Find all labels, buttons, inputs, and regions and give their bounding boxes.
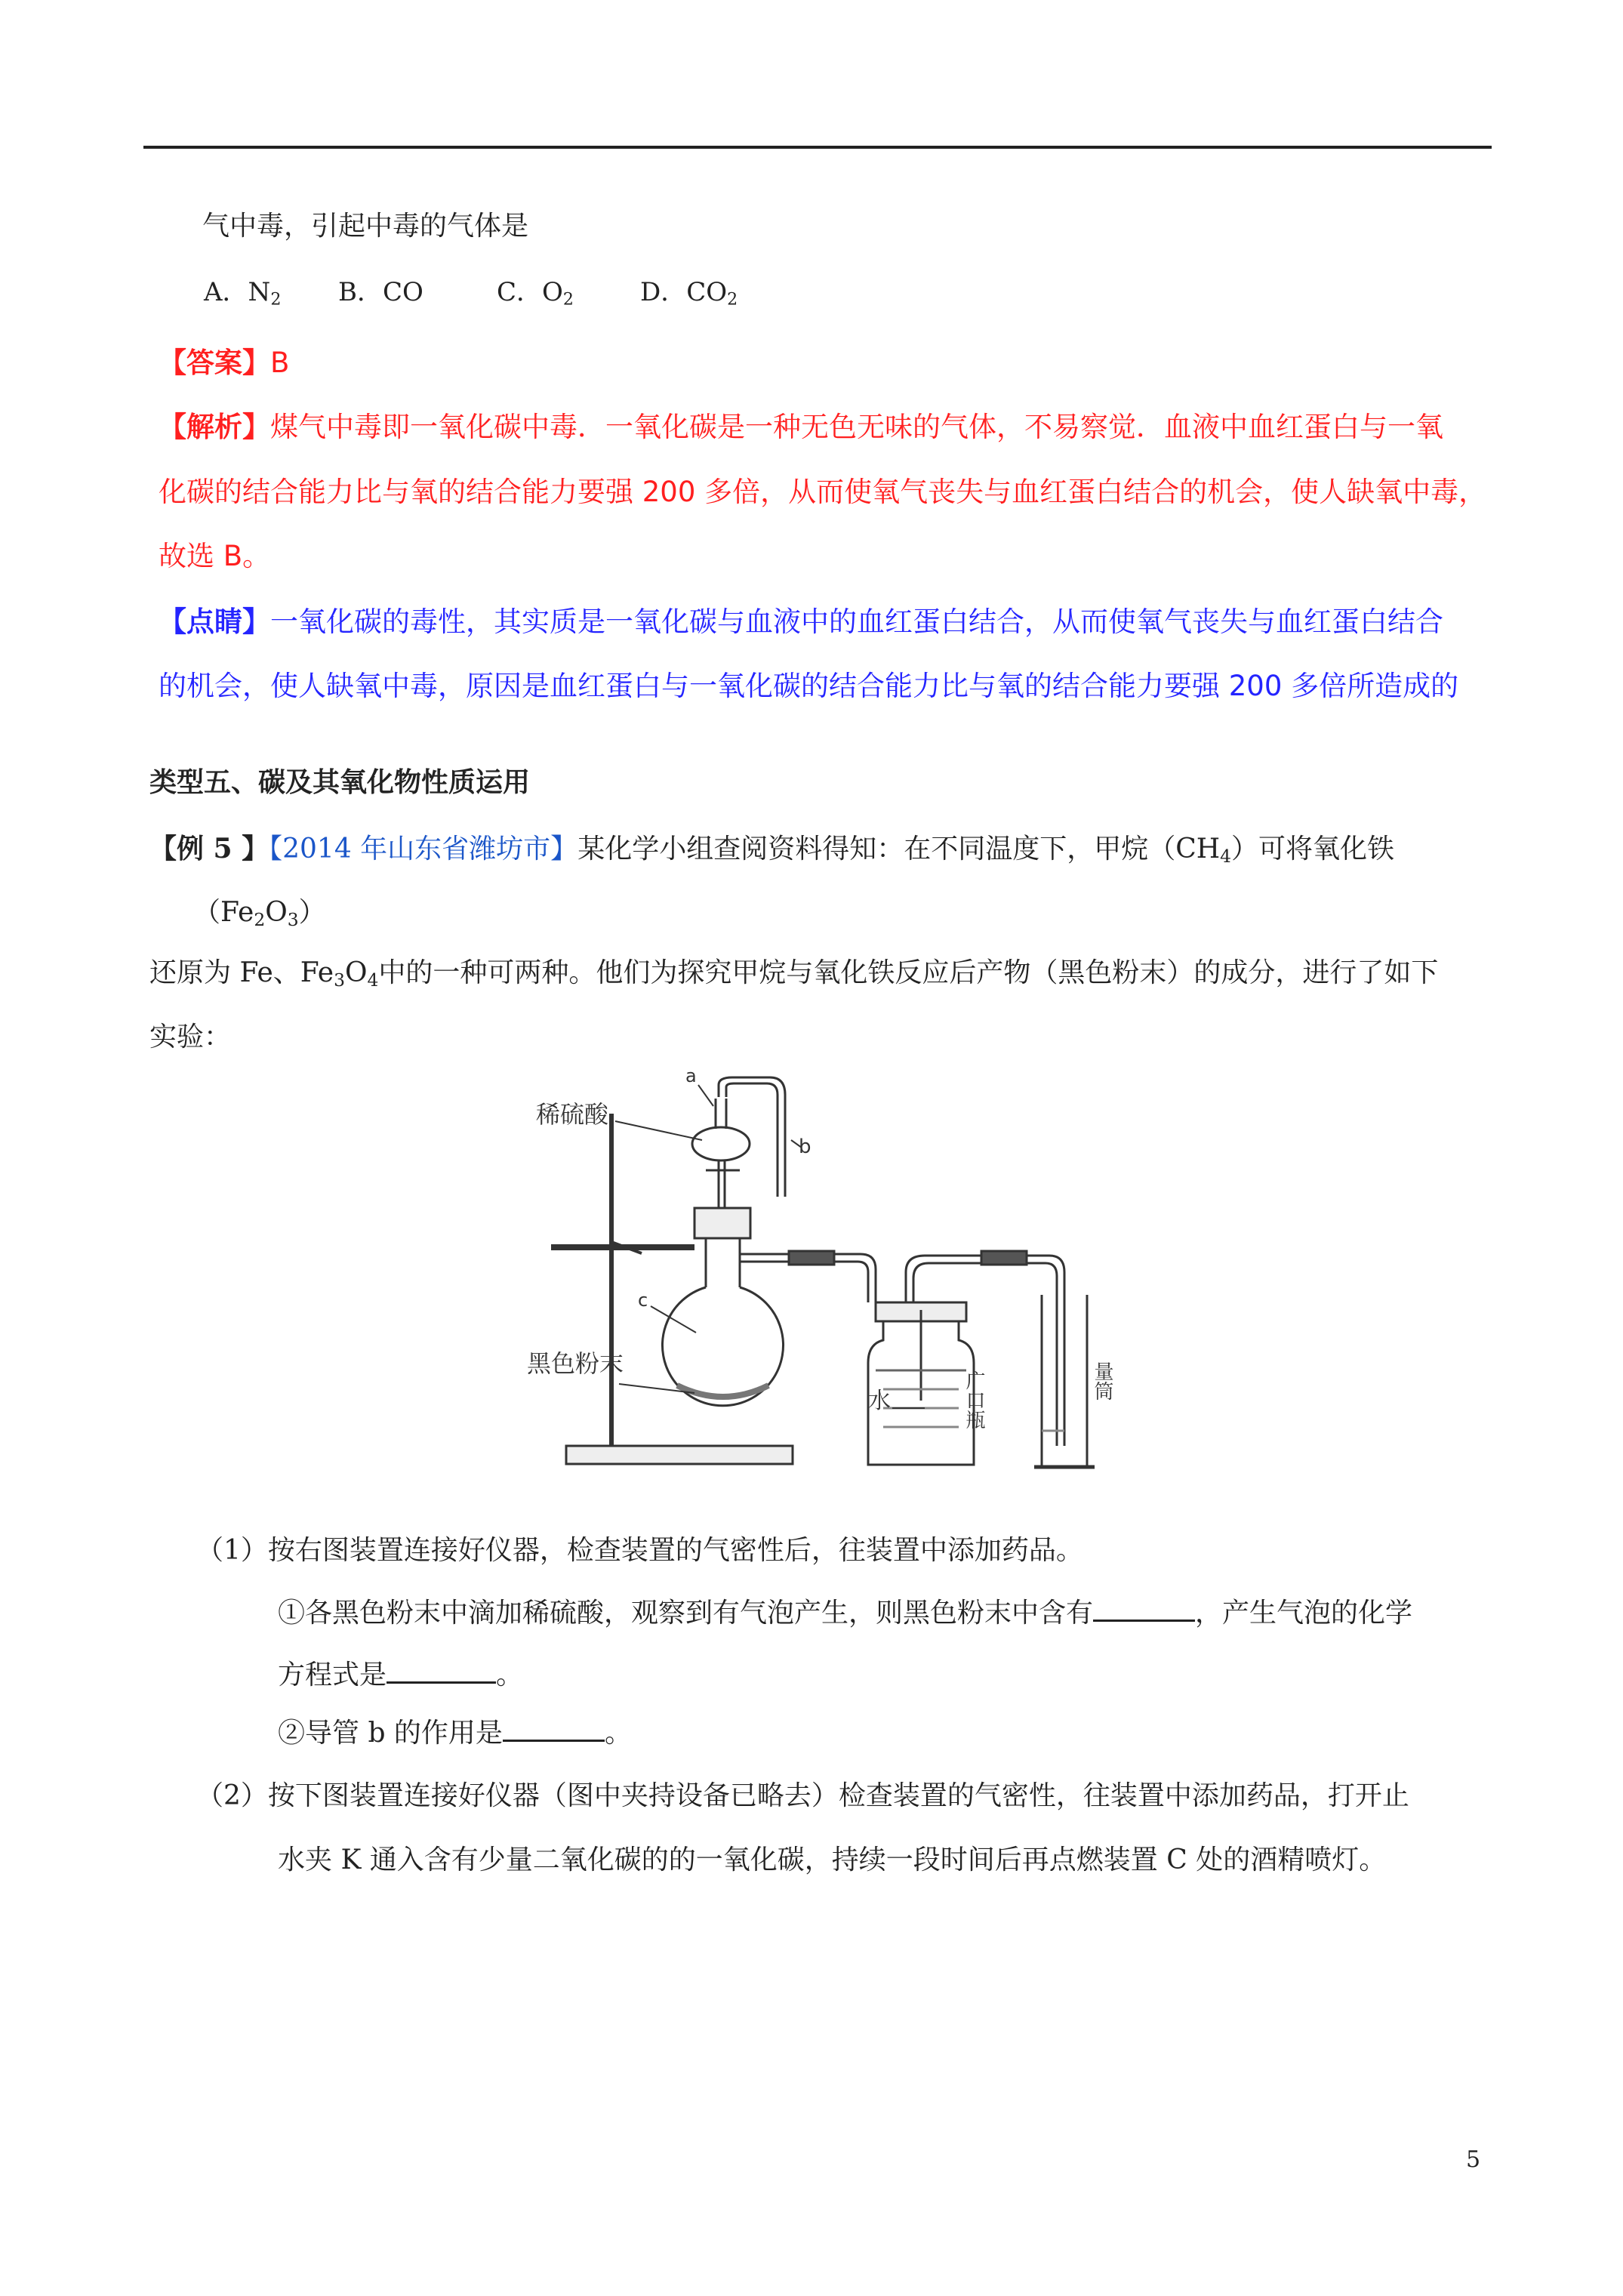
analysis-line-3: 故选 B。 xyxy=(159,540,271,572)
comment-tag: 【点睛】 xyxy=(159,606,270,638)
example-tag: 【例 5 】 xyxy=(149,833,269,864)
example-source: 【2014 年山东省潍坊市】 xyxy=(269,834,578,864)
example-line-4: 实验： xyxy=(149,1022,232,1052)
header-rule xyxy=(143,146,1492,149)
analysis-tag: 【解析】 xyxy=(159,411,270,443)
analysis-line-2: 化碳的结合能力比与氧的结合能力要强 200 多倍，从而使氧气丧失与血红蛋白结合的机会，使人缺氧中毒， xyxy=(159,476,1487,508)
q2-line-2: 水夹 K 通入含有少量二氧化碳的的一氧化碳，持续一段时间后再点燃装置 C 处的酒精喷灯。 xyxy=(278,1845,1387,1875)
question-stem-tail: 气中毒，引起中毒的气体是 xyxy=(202,211,529,242)
q1-sub1-line1: ①各黑色粉末中滴加稀硫酸，观察到有气泡产生，则黑色粉末中含有 ，产生气泡的化学 xyxy=(278,1598,1413,1629)
answer-tag: 【答案】 xyxy=(159,347,270,379)
answer-blank-1[interactable] xyxy=(1093,1597,1195,1622)
label-cylinder: 量筒 xyxy=(1091,1361,1113,1401)
q2-line-1: （2）按下图装置连接好仪器（图中夹持设备已略去）检查装置的气密性，往装置中添加药品，打开止 xyxy=(196,1780,1409,1811)
iron-stand xyxy=(551,1114,793,1464)
label-bottle: 广口瓶 xyxy=(962,1370,985,1429)
q1-sub1-line2: 方程式是 。 xyxy=(278,1660,524,1690)
label-water: 水 xyxy=(868,1388,891,1414)
option-b: B．CO xyxy=(338,277,423,307)
round-bottom-flask xyxy=(663,1208,854,1406)
comment-line-1: 【点睛】一氧化碳的毒性，其实质是一氧化碳与血液中的血红蛋白结合，从而使氧气丧失与血红蛋白结合 xyxy=(159,606,1443,638)
option-d: D．$CO_2$ xyxy=(640,277,738,310)
example-line-3: 还原为 Fe、$Fe_3O_4$中的一种可两种。他们为探究甲烷与氧化铁反应后产物（黑色粉末）的成分，进行了如下 xyxy=(149,957,1439,991)
answer-value: B xyxy=(270,347,290,379)
option-c: C．$O_2$ xyxy=(497,277,574,310)
label-b: b xyxy=(799,1136,812,1158)
q1-intro: （1）按右图装置连接好仪器，检查装置的气密性后，往装置中添加药品。 xyxy=(196,1535,1083,1566)
answer-blank-2[interactable] xyxy=(387,1659,496,1684)
example-line-1: 【例 5 】【2014 年山东省潍坊市】某化学小组查阅资料得知：在不同温度下，甲烷$(CH_4)$可将氧化铁 xyxy=(149,833,1395,867)
label-c: c xyxy=(638,1290,648,1311)
wide-mouth-bottle xyxy=(853,1251,1064,1465)
q1-sub2: ②导管 b 的作用是 。 xyxy=(278,1718,632,1749)
example-line-2: $(Fe_2O_3)$ xyxy=(193,897,326,930)
page-number: 5 xyxy=(1466,2147,1481,2173)
answer-blank-3[interactable] xyxy=(503,1717,605,1742)
answer-line xyxy=(159,345,289,381)
label-acid: 稀硫酸 xyxy=(536,1100,609,1129)
experiment-apparatus-figure xyxy=(521,1053,1147,1491)
label-a: a xyxy=(685,1065,697,1086)
comment-line-2: 的机会，使人缺氧中毒，原因是血红蛋白与一氧化碳的结合能力比与氧的结合能力要强 200 多倍所造成的 xyxy=(159,670,1459,702)
section-title: 类型五、碳及其氧化物性质运用 xyxy=(149,766,531,798)
analysis-line-1: 【解析】煤气中毒即一氧化碳中毒．一氧化碳是一种无色无味的气体，不易察觉．血液中血红蛋白与一氧 xyxy=(159,411,1443,443)
option-a: A．$N_2$ xyxy=(204,277,282,310)
label-powder: 黑色粉末 xyxy=(527,1349,624,1378)
